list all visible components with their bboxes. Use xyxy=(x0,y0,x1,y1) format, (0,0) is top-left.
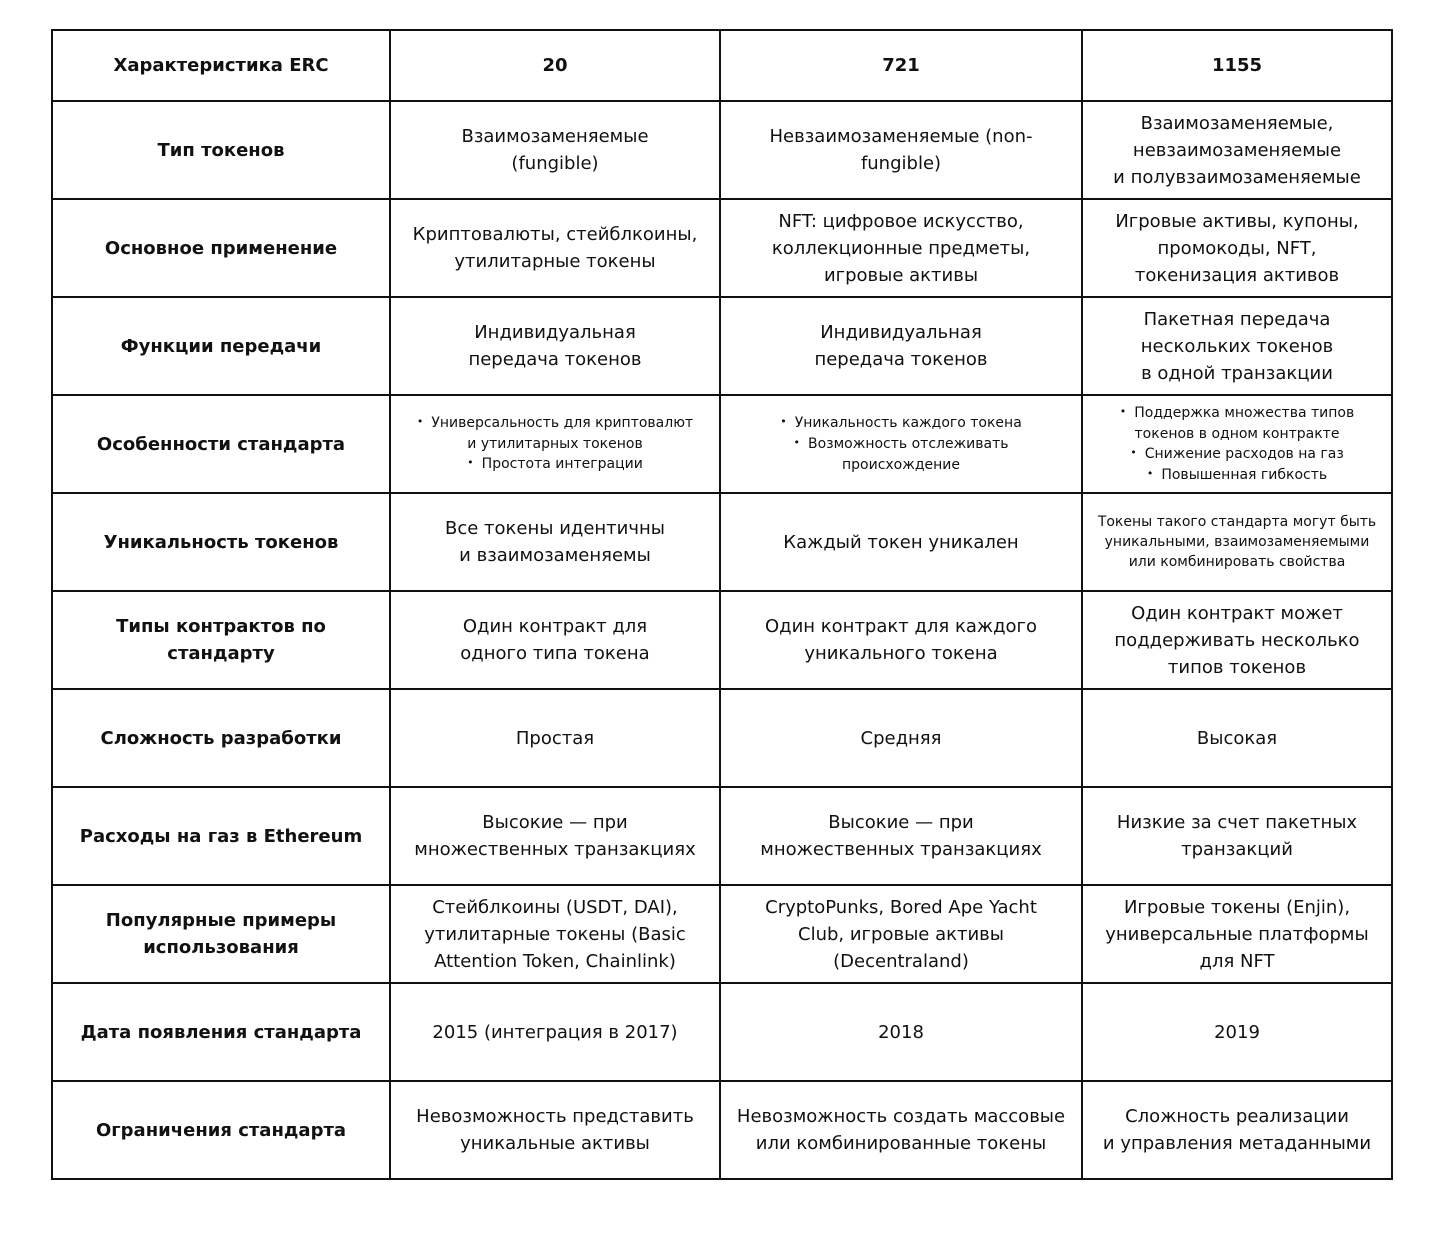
cell-text-line: типов токенов xyxy=(1167,656,1307,678)
cell-text-line: передача токенов xyxy=(814,349,988,370)
cell-erc1155 xyxy=(1082,1081,1392,1179)
table-row xyxy=(52,1081,1392,1179)
table-row xyxy=(52,885,1392,983)
table-body xyxy=(52,101,1392,1179)
cell-text-line: Club, игровые активы xyxy=(798,923,1004,945)
cell-text-line: нескольких токенов xyxy=(1140,335,1334,357)
cell-text-line: уникального токена xyxy=(804,643,998,664)
row-label-line: Популярные примеры xyxy=(105,910,337,931)
row-label: Дата появления стандарта xyxy=(52,983,390,1081)
cell-text-line: или комбинировать свойства xyxy=(1128,554,1346,570)
feature-text: Уникальность каждого токена xyxy=(794,415,1022,431)
cell-erc1155 xyxy=(1082,199,1392,297)
cell-erc20 xyxy=(390,787,720,885)
cell-text-line: утилитарные токены (Basic xyxy=(424,923,686,945)
row-label: Особенности стандарта xyxy=(52,395,390,493)
cell-erc721 xyxy=(720,591,1082,689)
row-label: Основное применение xyxy=(52,199,390,297)
row-label xyxy=(52,591,390,689)
cell-text-line: (Decentraland) xyxy=(833,950,969,972)
cell-erc20 xyxy=(390,983,720,1081)
cell-erc1155 xyxy=(1082,787,1392,885)
cell-text-line: Взаимозаменяемые xyxy=(461,126,649,147)
feature-list-item xyxy=(1093,465,1381,486)
cell-erc1155 xyxy=(1082,885,1392,983)
table-row xyxy=(52,199,1392,297)
cell-text-line: Один контракт для каждого xyxy=(764,616,1038,637)
cell-erc20 xyxy=(390,689,720,787)
cell-text-line: и взаимозаменяемы xyxy=(459,545,651,566)
cell-erc721 xyxy=(720,395,1082,493)
row-label-line: стандарту xyxy=(167,643,275,664)
cell-erc1155 xyxy=(1082,297,1392,395)
cell-text-line: Стейблкоины (USDT, DAI), xyxy=(432,896,678,918)
cell-text-line: Невозможность представить xyxy=(416,1106,694,1127)
cell-text-line: Один контракт для xyxy=(462,616,648,637)
cell-text-line: утилитарные токены xyxy=(454,251,656,272)
cell-erc721 xyxy=(720,1081,1082,1179)
cell-text-line: одного типа токена xyxy=(460,643,650,664)
cell-text-line: множественных транзакциях xyxy=(414,839,696,860)
cell-text-line: и управления метаданными xyxy=(1102,1133,1372,1154)
cell-erc721 xyxy=(720,297,1082,395)
cell-erc721 xyxy=(720,199,1082,297)
feature-list xyxy=(1093,403,1381,486)
cell-erc721 xyxy=(720,885,1082,983)
feature-text: Снижение расходов на газ xyxy=(1144,445,1344,462)
cell-text-line: Пакетная передача xyxy=(1143,308,1331,330)
feature-text: Повышенная гибкость xyxy=(1161,466,1328,483)
cell-text-line: Высокие — при xyxy=(828,812,974,833)
cell-text-line: Игровые активы, купоны, xyxy=(1115,210,1359,232)
cell-text-line: Индивидуальная xyxy=(474,322,636,343)
cell-text-line: передача токенов xyxy=(468,349,642,370)
row-label: Ограничения стандарта xyxy=(52,1081,390,1179)
cell-text-line: Низкие за счет пакетных xyxy=(1116,812,1358,833)
cell-text-line: промокоды, NFT, xyxy=(1157,237,1317,259)
feature-list-item xyxy=(731,434,1071,475)
cell-erc721 xyxy=(720,493,1082,591)
header-row xyxy=(52,30,1392,101)
cell-erc20 xyxy=(390,493,720,591)
row-label: Сложность разработки xyxy=(52,689,390,787)
cell-text-line: Все токены идентичны xyxy=(445,518,665,539)
table-row xyxy=(52,983,1392,1081)
table-row xyxy=(52,493,1392,591)
cell-text-line: 2019 xyxy=(1214,1021,1260,1043)
cell-erc721 xyxy=(720,983,1082,1081)
cell-text-line: Невзаимозаменяемые (non- xyxy=(769,126,1033,147)
header-characteristic: Характеристика ERC xyxy=(52,30,390,101)
row-label: Уникальность токенов xyxy=(52,493,390,591)
feature-list-item xyxy=(401,413,709,454)
cell-text-line: NFT: цифровое искусство, xyxy=(778,210,1024,232)
cell-text-line: или комбинированные токены xyxy=(755,1133,1047,1154)
row-label xyxy=(52,885,390,983)
cell-text-line: (fungible) xyxy=(511,153,599,174)
feature-text: Поддержка множества типов xyxy=(1134,404,1355,421)
cell-erc1155 xyxy=(1082,101,1392,199)
cell-text-line: fungible) xyxy=(860,153,942,174)
erc-comparison-table xyxy=(51,29,1393,1180)
cell-erc721 xyxy=(720,787,1082,885)
cell-text-line: Высокие — при xyxy=(482,812,628,833)
cell-erc1155 xyxy=(1082,395,1392,493)
cell-text-line: Каждый токен уникален xyxy=(783,531,1019,553)
table-row xyxy=(52,689,1392,787)
row-label-line: использования xyxy=(143,937,299,958)
cell-text-line: 2015 (интеграция в 2017) xyxy=(432,1021,678,1043)
feature-list xyxy=(401,413,709,475)
cell-erc20 xyxy=(390,591,720,689)
row-label: Расходы на газ в Ethereum xyxy=(52,787,390,885)
cell-text-line: уникальные активы xyxy=(460,1133,650,1154)
feature-text: токенов в одном контракте xyxy=(1134,425,1340,442)
cell-text-line: Высокая xyxy=(1196,727,1278,749)
cell-text-line: поддерживать несколько xyxy=(1114,629,1360,651)
cell-erc20 xyxy=(390,199,720,297)
cell-text-line: Игровые токены (Enjin), xyxy=(1123,896,1351,918)
table-row xyxy=(52,591,1392,689)
header-erc1155: 1155 xyxy=(1082,30,1392,101)
cell-text-line: Криптовалюты, стейблкоины, xyxy=(412,224,698,245)
row-label: Тип токенов xyxy=(52,101,390,199)
cell-erc20 xyxy=(390,395,720,493)
cell-text-line: игровые активы xyxy=(823,264,979,286)
cell-text-line: и полувзаимозаменяемые xyxy=(1113,166,1361,188)
cell-erc1155 xyxy=(1082,689,1392,787)
feature-text: Универсальность для криптовалют xyxy=(431,415,694,431)
cell-erc721 xyxy=(720,689,1082,787)
feature-text: Возможность отслеживать xyxy=(807,436,1009,452)
header-erc20: 20 xyxy=(390,30,720,101)
cell-erc1155 xyxy=(1082,493,1392,591)
cell-erc1155 xyxy=(1082,591,1392,689)
cell-text-line: Взаимозаменяемые, xyxy=(1140,112,1334,134)
table-row xyxy=(52,787,1392,885)
header-erc721: 721 xyxy=(720,30,1082,101)
cell-text-line: Невозможность создать массовые xyxy=(736,1106,1066,1127)
feature-list-item xyxy=(1093,444,1381,465)
cell-text-line: Индивидуальная xyxy=(820,322,982,343)
feature-list xyxy=(731,413,1071,475)
cell-erc20 xyxy=(390,297,720,395)
cell-erc1155 xyxy=(1082,983,1392,1081)
cell-text-line: уникальными, взаимозаменяемыми xyxy=(1104,534,1370,550)
feature-list-item xyxy=(401,454,709,475)
table-row xyxy=(52,101,1392,199)
cell-text-line: универсальные платформы xyxy=(1105,923,1369,945)
cell-text-line: токенизация активов xyxy=(1134,264,1340,286)
cell-text-line: Сложность реализации xyxy=(1125,1106,1349,1127)
cell-text-line: CryptoPunks, Bored Ape Yacht xyxy=(765,896,1037,918)
cell-erc20 xyxy=(390,1081,720,1179)
feature-text: Простота интеграции xyxy=(481,456,643,472)
cell-text-line: 2018 xyxy=(878,1021,924,1043)
feature-list-item xyxy=(1093,403,1381,444)
cell-text-line: Токены такого стандарта могут быть xyxy=(1097,514,1377,530)
feature-text: и утилитарных токенов xyxy=(467,436,643,452)
cell-text-line: коллекционные предметы, xyxy=(771,237,1031,259)
cell-text-line: транзакций xyxy=(1181,839,1293,860)
feature-text: происхождение xyxy=(841,457,961,473)
row-label: Функции передачи xyxy=(52,297,390,395)
cell-erc20 xyxy=(390,885,720,983)
cell-text-line: невзаимозаменяемые xyxy=(1132,139,1342,161)
table-row xyxy=(52,297,1392,395)
table-row xyxy=(52,395,1392,493)
cell-text-line: Средняя xyxy=(860,727,942,749)
row-label-line: Типы контрактов по xyxy=(116,616,326,637)
feature-list-item xyxy=(731,413,1071,434)
cell-text-line: Простая xyxy=(515,727,595,749)
cell-text-line: Один контракт может xyxy=(1131,602,1343,624)
cell-text-line: в одной транзакции xyxy=(1141,362,1333,384)
cell-erc721 xyxy=(720,101,1082,199)
cell-text-line: для NFT xyxy=(1199,950,1275,972)
cell-erc20 xyxy=(390,101,720,199)
cell-text-line: Attention Token, Chainlink) xyxy=(434,950,676,972)
cell-text-line: множественных транзакциях xyxy=(760,839,1042,860)
